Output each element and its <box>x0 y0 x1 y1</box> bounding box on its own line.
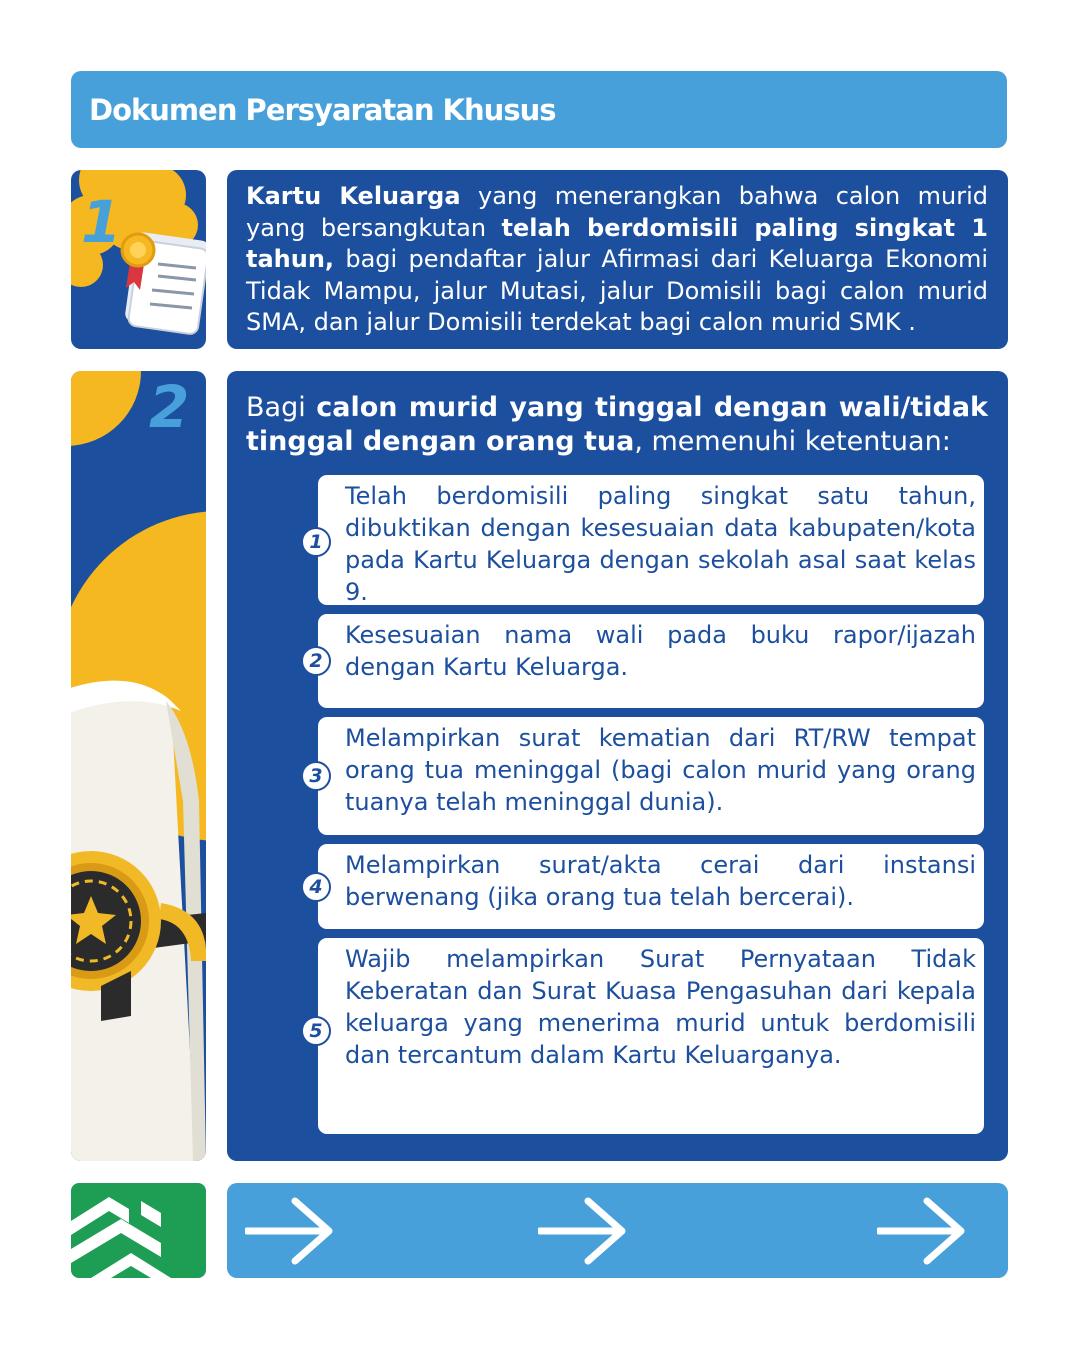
chevron-logo-icon <box>71 1183 206 1278</box>
section-2-number: 2 <box>149 373 190 441</box>
requirement-item-4 <box>309 844 984 929</box>
section-1-number: 1 <box>81 188 122 256</box>
section-2-intro <box>246 391 988 459</box>
section-1-text-part: bagi pendaftar jalur Afirmasi dari Keluarga Ekonomi Tidak Mampu, jalur Mutasi, jalur Domisili bagi calon murid SMA, dan jalur Domisili terdekat bagi calon murid SMK . <box>246 245 988 336</box>
item-number-badge: 2 <box>301 646 331 676</box>
certificate-icon <box>116 222 206 342</box>
requirement-item-1 <box>309 475 984 606</box>
arrow-right-icon[interactable] <box>877 1196 967 1266</box>
intro-prefix: Bagi <box>246 392 317 423</box>
section-1-side-panel <box>71 170 206 349</box>
section-1-text <box>246 181 988 339</box>
requirement-text: Melampirkan surat/akta cerai dari instansi berwenang (jika orang tua telah bercerai). <box>345 851 976 911</box>
domicile-requirement: telah berdomisili paling singkat 1 tahun, <box>246 213 988 273</box>
requirement-text: Melampirkan surat kematian dari RT/RW tempat orang tua meninggal (bagi calon murid yang orang tuanya telah meninggal dunia). <box>345 724 976 816</box>
section-1-card <box>227 170 1008 349</box>
item-number-badge: 1 <box>301 527 331 557</box>
intro-suffix: , memenuhi ketentuan: <box>634 426 951 457</box>
intro-highlight: calon murid yang tinggal dengan wali/tidak tinggal dengan orang tua <box>246 392 989 457</box>
section-2-card <box>227 371 1008 1161</box>
requirement-item-3 <box>309 717 984 835</box>
arrow-right-icon[interactable] <box>538 1196 628 1266</box>
arrow-right-icon[interactable] <box>245 1196 335 1266</box>
logo-tile <box>71 1183 206 1278</box>
section-2-side-panel <box>71 371 206 1161</box>
medal-icon <box>71 841 206 1021</box>
requirement-item-2 <box>309 614 984 708</box>
requirement-text: Kesesuaian nama wali pada buku rapor/ijazah dengan Kartu Keluarga. <box>345 621 976 681</box>
requirement-text: Wajib melampirkan Surat Pernyataan Tidak Keberatan dan Surat Kuasa Pengasuhan dari kepala keluarga yang menerima murid untuk berdomisili dan tercantum dalam Kartu Keluarganya. <box>345 945 976 1069</box>
section-1-text-part: yang menerangkan bahwa calon murid yang bersangkutan <box>246 182 988 242</box>
header-bar <box>71 71 1007 148</box>
requirement-text: Telah berdomisili paling singkat satu tahun, dibuktikan dengan kesesuaian data kabupaten/kota pada Kartu Keluarga dengan sekolah asal saat kelas 9. <box>345 482 976 606</box>
decorative-shapes <box>71 371 206 1161</box>
page-title: Dokumen Persyaratan Khusus <box>89 92 556 127</box>
navigation-bar <box>227 1183 1008 1278</box>
kk-label: Kartu Keluarga <box>246 182 461 210</box>
item-number-badge: 3 <box>301 761 331 791</box>
requirement-item-5 <box>309 938 984 1134</box>
item-number-badge: 5 <box>301 1016 331 1046</box>
item-number-badge: 4 <box>301 872 331 902</box>
